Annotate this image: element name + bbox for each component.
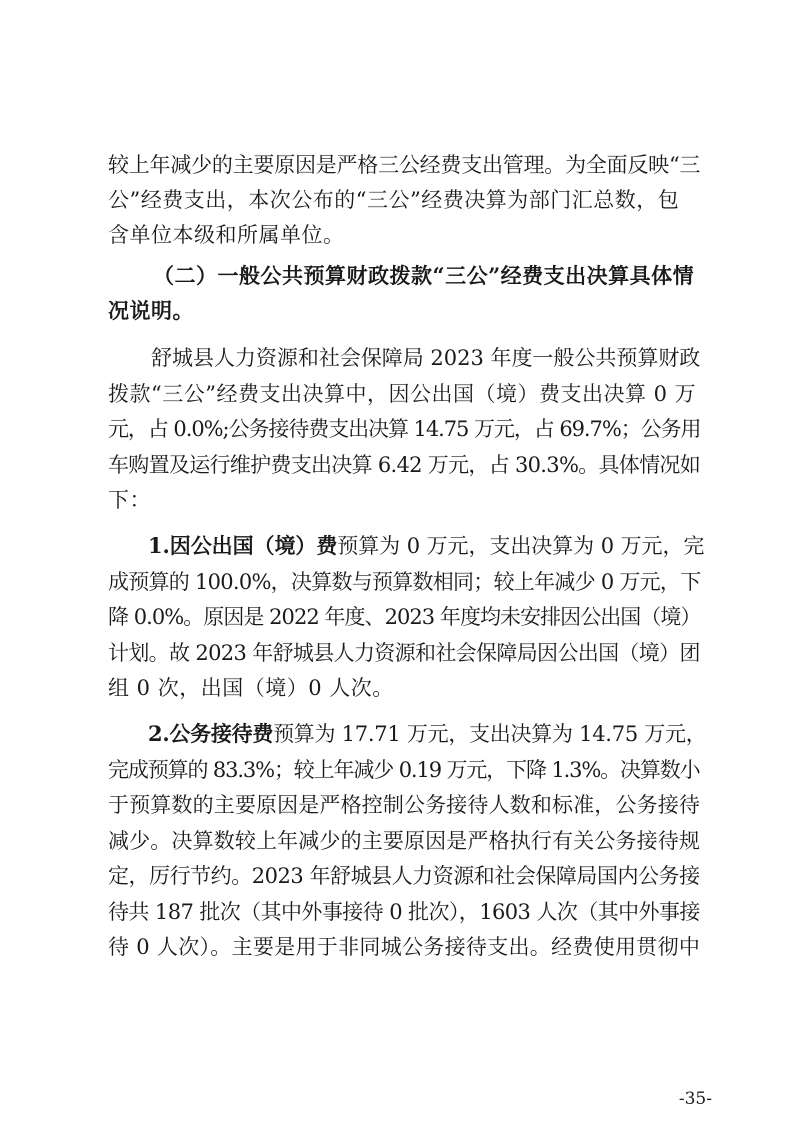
section-heading-line-2: 况说明。 [108, 298, 194, 323]
paragraph-4-line-2: 成预算的 100.0%，决算数与预算数相同；较上年减少 0 万元，下 [108, 570, 701, 594]
page-number: -35- [678, 1089, 712, 1109]
paragraph-5-line-5: 定，厉行节约。2023 年舒城县人力资源和社会保障局国内公务接 [108, 864, 700, 888]
paragraph-3-line-3: 元，占 0.0%;公务接待费支出决算 14.75 万元，占 69.7%；公务用 [108, 417, 701, 441]
paragraph-3-line-2: 拨款“三公”经费支出决算中，因公出国（境）费支出决算 0 万 [108, 382, 697, 406]
paragraph-4-line-1 [148, 533, 704, 559]
paragraph-4-line-3: 降 0.0%。原因是 2022 年度、2023 年度均未安排因公出国（境） [108, 605, 701, 629]
paragraph-1-line-3: 含单位本级和所属单位。 [108, 223, 345, 247]
paragraph-5-line-4: 减少。决算数较上年减少的主要原因是严格执行有关公务接待规 [108, 829, 700, 853]
paragraph-1-line-2: 公”经费支出，本次公布的“三公”经费决算为部门汇总数，包 [108, 188, 680, 212]
paragraph-3-line-4: 车购置及运行维护费支出决算 6.42 万元，占 30.3%。具体情况如 [108, 453, 700, 477]
paragraph-3-line-5: 下： [108, 488, 151, 512]
paragraph-3-line-1: 舒城县人力资源和社会保障局 2023 年度一般公共预算财政 [151, 346, 701, 370]
paragraph-1-line-1: 较上年减少的主要原因是严格三公经费支出管理。为全面反映“三 [108, 153, 701, 177]
paragraph-5-line-6: 待共 187 批次（其中外事接待 0 批次），1603 人次（其中外事接 [108, 900, 700, 924]
paragraph-4-line-5: 组 0 次，出国（境）0 人次。 [108, 676, 394, 700]
paragraph-4-line-1-text: 预算为 0 万元，支出决算为 0 万元，完 [337, 534, 705, 558]
paragraph-5-line-2: 完成预算的 83.3%；较上年减少 0.19 万元，下降 1.3%。决算数小 [108, 758, 700, 782]
paragraph-5-line-3: 于预算数的主要原因是严格控制公务接待人数和标准，公务接待 [108, 793, 700, 817]
paragraph-5-line-1 [148, 721, 707, 747]
paragraph-4-lead: 1.因公出国（境）费 [148, 533, 338, 558]
section-heading-line-1: （二）一般公共预算财政拨款“三公”经费支出决算具体情 [153, 263, 695, 288]
paragraph-5-line-7: 待 0 人次）。主要是用于非同城公务接待支出。经费使用贯彻中 [108, 935, 701, 959]
paragraph-5-line-1-text: 预算为 17.71 万元，支出决算为 14.75 万元， [273, 722, 707, 746]
paragraph-5-lead: 2.公务接待费 [148, 721, 274, 746]
paragraph-4-line-4: 计划。故 2023 年舒城县人力资源和社会保障局因公出国（境）团 [108, 641, 700, 665]
